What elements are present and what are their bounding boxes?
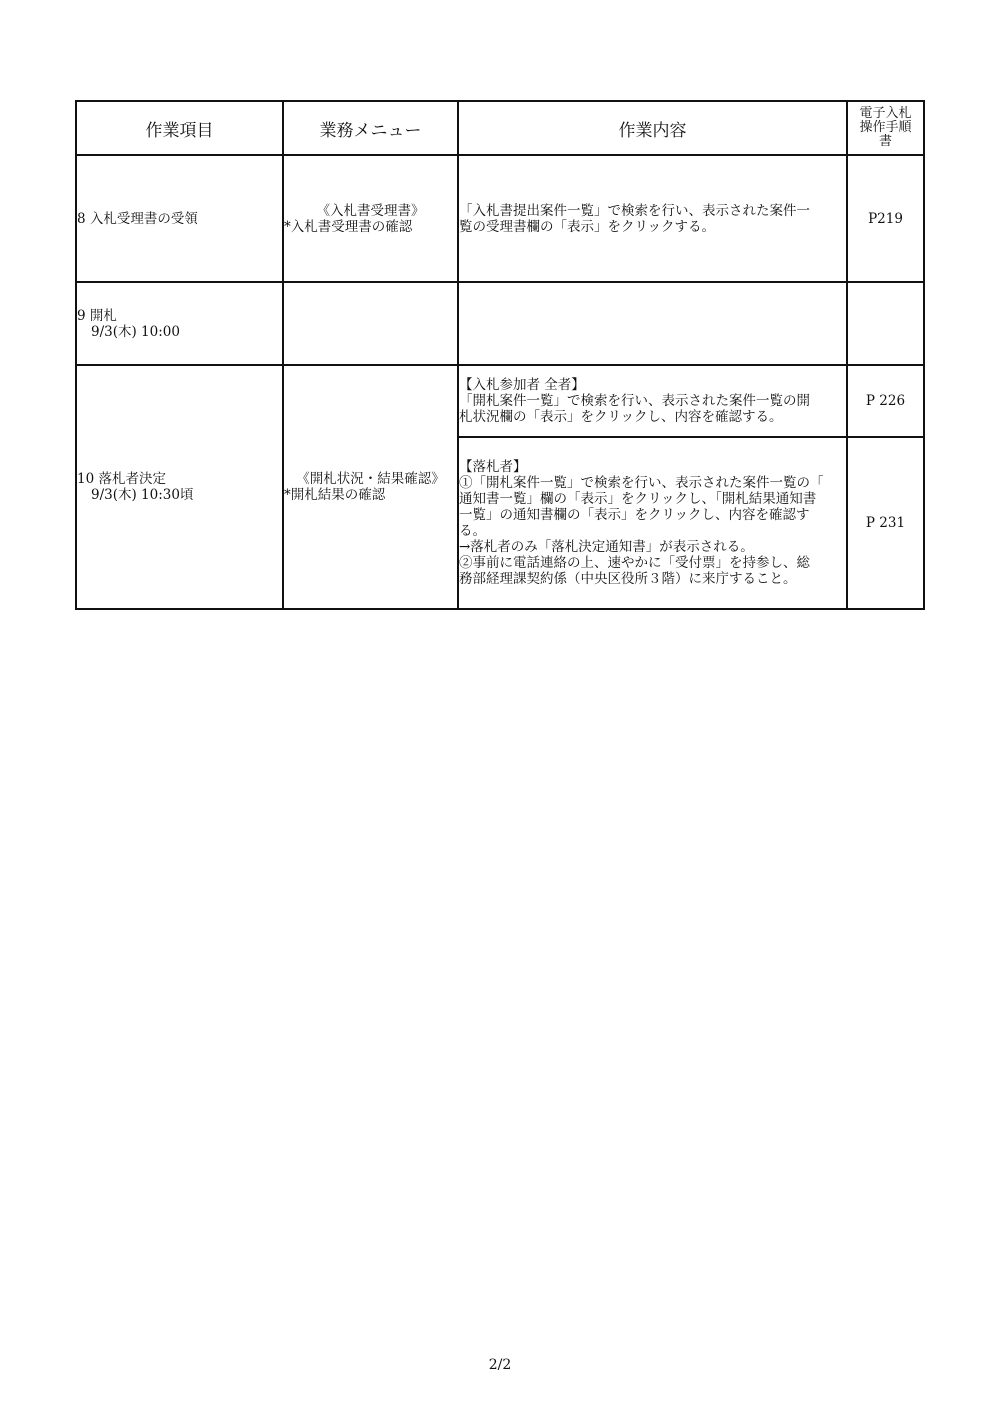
row10-winner-line-2: 通知書一覧」欄の「表示」をクリックし、「開札結果通知書 (459, 491, 817, 507)
row9-content (458, 282, 847, 365)
header-manual (847, 101, 924, 155)
row10-winner-line-1: ①「開札案件一覧」で検索を行い、表示された案件一覧の「 (459, 475, 824, 491)
row10-winner-line-7: 務部経理課契約係（中央区役所３階）に来庁すること。 (459, 571, 797, 587)
header-manual-line-3: 書 (878, 134, 892, 149)
row8-menu (283, 155, 458, 282)
row10-content-all (458, 365, 847, 437)
table-row-8 (76, 155, 924, 282)
row10-winner-title: 【落札者】 (459, 459, 527, 475)
row8-menu-sub: *入札書受理書の確認 (284, 218, 413, 235)
row8-item-label: 8 入札受理書の受領 (77, 210, 198, 227)
row10-menu-sub: *開札結果の確認 (284, 487, 386, 503)
row10-menu (283, 365, 458, 609)
row8-content-line-1: 「入札書提出案件一覧」で検索を行い、表示された案件一 (459, 202, 810, 219)
row10-all-line-1: 「開札案件一覧」で検索を行い、表示された案件一覧の開 (459, 393, 810, 409)
header-manual-line-1: 電子入札 (859, 106, 912, 121)
row8-page: P219 (847, 155, 924, 282)
page-number: 2/2 (488, 1357, 512, 1373)
row9-item-label: 9 開札 (77, 307, 117, 324)
table-row-10a (76, 365, 924, 437)
row10-all-line-2: 札状況欄の「表示」をクリックし、内容を確認する。 (459, 409, 783, 425)
row8-content-line-2: 覧の受理書欄の「表示」をクリックする。 (459, 218, 715, 235)
row9-item (76, 282, 283, 365)
row10-all-page: P 226 (847, 365, 924, 437)
row10-winner-line-4: る。 (459, 523, 486, 539)
row10-winner-line-3: 一覧」の通知書欄の「表示」をクリックし、内容を確認す (459, 507, 810, 523)
row10-date: 9/3(木) 10:30頃 (91, 487, 194, 503)
table-row-9 (76, 282, 924, 365)
row8-item (76, 155, 283, 282)
row9-menu (283, 282, 458, 365)
row10-item (76, 365, 283, 609)
row10-content-winner (458, 437, 847, 609)
row9-date: 9/3(木) 10:00 (91, 323, 180, 340)
row8-content (458, 155, 847, 282)
row9-page (847, 282, 924, 365)
header-item: 作業項目 (76, 101, 283, 155)
row10-winner-line-6: ②事前に電話連絡の上、速やかに「受付票」を持参し、総 (459, 555, 810, 571)
row10-item-label: 10 落札者決定 (77, 471, 166, 487)
row10-all-title: 【入札参加者 全者】 (459, 377, 585, 393)
row10-menu-title: 《開札状況・結果確認》 (296, 471, 445, 487)
row8-menu-title: 《入札書受理書》 (316, 202, 425, 219)
header-content: 作業内容 (458, 101, 847, 155)
header-menu: 業務メニュー (283, 101, 458, 155)
header-row (76, 101, 924, 155)
row10-winner-line-5: →落札者のみ「落札決定通知書」が表示される。 (459, 539, 754, 555)
schedule-table (75, 100, 925, 610)
row10-winner-page: P 231 (847, 437, 924, 609)
header-manual-line-2: 操作手順 (859, 120, 912, 135)
